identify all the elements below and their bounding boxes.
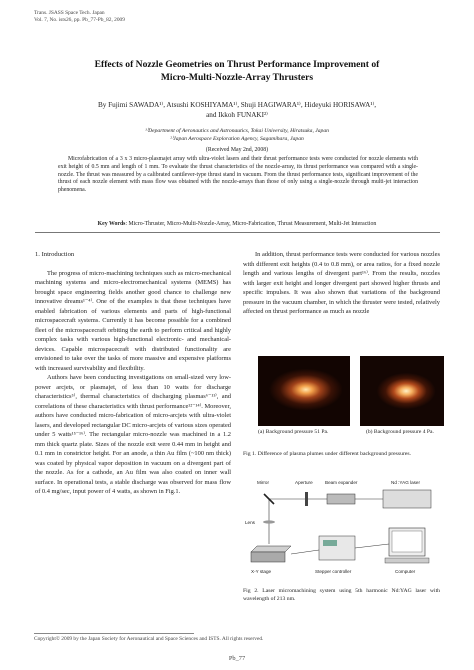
plasma-plume-photo-b bbox=[360, 356, 444, 426]
affiliations bbox=[60, 127, 414, 143]
laser-system-diagram bbox=[243, 474, 443, 582]
lens-label: Lens bbox=[245, 520, 255, 525]
stage-cable bbox=[291, 550, 319, 554]
stepper-controller-shape bbox=[319, 536, 355, 560]
keywords bbox=[40, 221, 434, 227]
journal-name: Trans. JSASS Space Tech. Japan bbox=[34, 10, 105, 16]
title-line-1: Effects of Nozzle Geometries on Thrust Performance Improvement of bbox=[94, 59, 380, 70]
journal-info bbox=[34, 10, 125, 24]
figure-1-caption: Fig 1. Difference of plasma plumes under different background pressures. bbox=[243, 451, 411, 457]
stepper-display bbox=[323, 540, 337, 546]
lens-shape bbox=[263, 520, 275, 523]
plasma-plume-photo-a bbox=[258, 356, 350, 426]
mirror-label: Mirror bbox=[257, 480, 269, 485]
paper-title bbox=[40, 58, 434, 84]
left-column bbox=[35, 250, 231, 497]
xy-stage-base bbox=[251, 552, 285, 562]
controller-cable bbox=[355, 544, 389, 548]
computer-keyboard bbox=[385, 558, 429, 563]
affiliation-1: ¹⁾Department of Aeronautics and Astronautics, Tokai University, Hiratsuka, Japan bbox=[145, 128, 329, 134]
keywords-label: Key Words bbox=[97, 221, 126, 227]
affiliation-2: ²⁾Japan Aerospace Exploration Agency, Sagamihara, Japan bbox=[170, 136, 304, 142]
paragraph-2: Authors have been conducting investigations on small-sized very low-power arcjets, or plasmajet, of less than 10 watts for discharge characteristics⁵⁾, thermal characteristics of discharging plasmas⁶⁻¹¹⁾, and correlations of these characteristics with thrust performance¹²⁻¹⁴⁾. Moreover, authors have conducted micro-fabrication of micro-arcjets with ultra-violet lasers, and developed rectangular DC micro-arcjets of various sizes operated under 5 watts¹⁵⁻¹⁶⁾. The rectangular micro-nozzle was machined in a 1.2 mm thick quartz plate. Sizes of the nozzle exit were 0.44 mm in height and 0.1 mm in constrictor height. For an anode, a thin Au film (~100 nm thick) was coated by physical vapor deposition in vacuum on a divergent part of the nozzle. As for a cathode, an Au film was also coated on inner wall surface. In operational tests, a stable discharge was observed for mass flow of 0.4 mg/sec, input power of 4 watts, as shown in Fig.1. bbox=[35, 374, 231, 495]
aperture-shape bbox=[305, 492, 308, 506]
authors-line-2: and Ikkoh FUNAKI²⁾ bbox=[206, 111, 268, 119]
xy-stage-label: X-Y stage bbox=[251, 569, 272, 574]
authors-line-1: By Fujimi SAWADA¹⁾, Atsushi KOSHIYAMA¹⁾, Shuji HAGIWARA¹⁾, Hideyuki HORISAWA¹⁾, bbox=[97, 101, 377, 109]
stepper-label: Stepper controller bbox=[315, 569, 352, 574]
abstract: Microfabrication of a 3 x 3 micro-plasmajet array with ultra-violet lasers and their thrust performance tests were conducted for nozzle elements with exit height of 0.5 mm and length of 1 mm. To evaluate the thrust characteristics of the nozzle-array, its thrust performance was compared with a single-nozzle. The thrust was measured by a calibrated cantilever-type thrust stand in vacuum. From the thrust performance tests, significant improvement of the thrust of each nozzle element with mass flow was obtained with the nozzle-arrays than those of only using a single-nozzle through multi-jet interaction phenomena. bbox=[58, 156, 418, 194]
keywords-text: : Micro-Thruster, Micro-Multi-Nozzle-Array, Micro-Fabrication, Thrust Measurement, Multi-Jet Interaction bbox=[125, 221, 377, 227]
title-line-2: Micro-Multi-Nozzle-Array Thrusters bbox=[160, 72, 314, 83]
paragraph-1: The progress of micro-machining techniques such as micro-mechanical machining systems and micro-electromechanical systems (MEMS) has brought space engineering fields another good chance to challenge new innovative dreams¹⁻⁴⁾. One of the examples is that these techniques have enabled fabrication of various elements and parts of high-functional microspacecraft systems. Currently it has become possible for a combined fleet of the microspacecraft orbiting the earth to perform critical and highly complex tasks with various high-functional electronic- and mechanical- devices. Capable microspacecraft with distributed functionality are envisioned to take over the tasks of more massive and expensive platforms with increased survivability and flexibility. bbox=[35, 269, 231, 372]
beam-expander-label: Beam expander bbox=[325, 480, 358, 485]
footer-rule bbox=[34, 633, 194, 634]
page-number: Pb_77 bbox=[228, 655, 246, 662]
computer-screen bbox=[392, 531, 422, 552]
computer-label: Computer bbox=[395, 569, 416, 574]
xy-stage-top bbox=[251, 546, 291, 552]
laser-label: Nd :YAG laser bbox=[391, 480, 421, 485]
right-column bbox=[243, 250, 440, 317]
figure-1b-label: (b) Background pressure 4 Pa. bbox=[366, 429, 434, 435]
beam-expander-shape bbox=[327, 494, 355, 504]
section-divider bbox=[35, 232, 440, 233]
author-list bbox=[40, 100, 434, 120]
figure-1a-label: (a) Background pressure 51 Pa. bbox=[258, 429, 329, 435]
figure-2-caption: Fig 2. Laser micromachining system using 5th harmonic Nd:YAG laser with wavelength of 213 nm. bbox=[243, 588, 440, 602]
received-date: (Received May 2nd, 2008) bbox=[205, 147, 269, 153]
aperture-label: Aperture bbox=[295, 480, 313, 485]
copyright-notice: Copyright© 2009 by the Japan Society for Aeronautical and Space Sciences and ISTS. All rights reserved. bbox=[34, 636, 264, 642]
section-heading: 1. Introduction bbox=[35, 251, 75, 258]
laser-shape bbox=[383, 490, 431, 508]
journal-volume: Vol. 7, No. ists26, pp. Pb_77-Pb_82, 2009 bbox=[34, 17, 125, 23]
paragraph-3: In addition, thrust performance tests were conducted for various nozzles with different exit heights (0.4 to 0.8 mm), or area ratios, for a fixed nozzle length and various lengths of divergent part¹⁶⁾. From the results, nozzles with larger exit height and longer divergent part showed higher thrusts and specific impulses. It was also shown that variations of the background pressure in the vacuum chamber, in which the thruster were tested, relatively affected on thrust performance as much as nozzle bbox=[243, 251, 440, 315]
